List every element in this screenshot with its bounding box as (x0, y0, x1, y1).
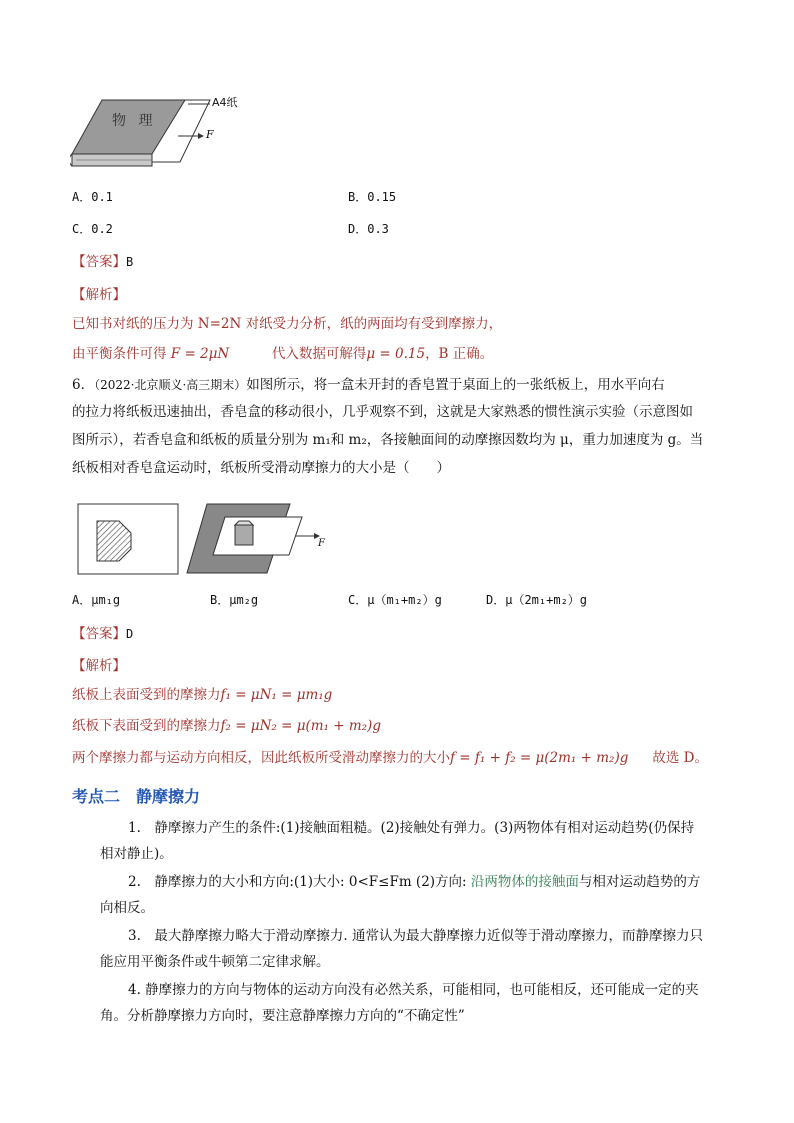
book-title-label: 物 理 (112, 113, 157, 129)
figure-book-paper (70, 92, 260, 182)
q6-analysis-line1 (72, 685, 332, 705)
formula: F = 2μN (170, 346, 230, 362)
q6-answer (72, 622, 133, 642)
section-paragraph-4-cont: 角。分析静摩擦力方向时，要注意静摩擦力方向的“不确定性” (100, 1008, 465, 1024)
q5-option-b: B．0.15 (348, 190, 397, 204)
answer-value: D (126, 627, 134, 641)
q5-option-c: C．0.2 (72, 222, 113, 236)
q6-option-d: D．μ（2m₁+m₂）g (486, 593, 588, 607)
answer-value: B (126, 255, 134, 269)
force-label: F (206, 128, 214, 141)
q6-option-c: C．μ（m₁+m₂）g (348, 593, 442, 607)
q6-analysis-line3 (72, 748, 708, 768)
text: 由平衡条件可得 (72, 346, 167, 362)
q6-analysis-line2 (72, 716, 381, 736)
answer-tag: 【答案】 (72, 626, 126, 642)
q6-option-a: A．μm₁g (72, 593, 121, 607)
highlight-text: 沿两物体的接触面 (470, 874, 579, 890)
q6-analysis-tag: 【解析】 (72, 658, 126, 674)
q5-analysis-tag: 【解析】 (72, 287, 126, 303)
question-text: 如图所示，将一盒未开封的香皂置于桌面上的一张纸板上，用水平向右 (246, 377, 665, 393)
section-paragraph-2 (128, 872, 700, 892)
paper-label: A4纸 (212, 96, 238, 109)
q6-line1 (72, 375, 665, 395)
force-label: F (318, 538, 325, 549)
text: 代入数据可解得 (271, 346, 367, 362)
section-paragraph-1-cont: 相对静止)。 (100, 846, 173, 862)
question-number: 6． (72, 377, 95, 393)
q6-line3: 图所示），若香皂盒和纸板的质量分别为 m₁和 m₂，各接触面间的动摩擦因数均为 μ，重力加速度为 g。当 (72, 432, 704, 448)
text: ，B 正确。 (425, 346, 494, 362)
q6-option-b: B．μm₂g (210, 593, 259, 607)
q5-analysis-line1: 已知书对纸的压力为 N=2N 对纸受力分析，纸的两面均有受到摩擦力， (72, 316, 503, 332)
soap-diagram (77, 503, 357, 578)
formula: f₂ = μN₂ = μ(m₁ + m₂)g (220, 718, 381, 734)
text: 纸板下表面受到的摩擦力 (72, 718, 221, 734)
section-paragraph-3-cont: 能应用平衡条件或牛顿第二定律求解。 (100, 954, 330, 970)
section-paragraph-3: 3. 最大静摩擦力略大于滑动摩擦力. 通常认为最大静摩擦力近似等于滑动摩擦力，而静摩擦力只 (128, 928, 703, 944)
formula: f₁ = μN₁ = μm₁g (220, 687, 333, 703)
q6-line2: 的拉力将纸板迅速抽出，香皂盒的移动很小，几乎观察不到，这就是大家熟悉的惯性演示实验（示意图如 (72, 404, 693, 420)
section-heading: 考点二 静摩擦力 (72, 787, 201, 806)
text: 与相对运动趋势的方 (578, 874, 701, 890)
text: 纸板上表面受到的摩擦力 (72, 687, 221, 703)
text: 故选 D。 (652, 750, 708, 766)
answer-tag: 【答案】 (72, 254, 126, 270)
figure-soap-box (77, 503, 357, 578)
section-paragraph-4: 4. 静摩擦力的方向与物体的运动方向没有必然关系，可能相同，也可能相反，还可能成一定的夹 (128, 982, 699, 998)
text: 两个摩擦力都与运动方向相反，因此纸板所受滑动摩擦力的大小 (72, 750, 450, 766)
q5-option-a: A．0.1 (72, 190, 113, 204)
text: 2. 静摩擦力的大小和方向:(1)大小: 0<F≤Fm (2)方向: (128, 874, 471, 890)
question-source: （2022·北京顺义·高三期末） (94, 378, 247, 392)
q5-answer (72, 250, 133, 270)
formula: f = f₁ + f₂ = μ(2m₁ + m₂)g (450, 750, 629, 766)
q5-option-d: D．0.3 (348, 222, 389, 236)
section-paragraph-1: 1. 静摩擦力产生的条件:(1)接触面粗糙。(2)接触处有弹力。(3)两物体有相对运动趋势(仍保持 (128, 820, 695, 836)
q6-line4: 纸板相对香皂盒运动时，纸板所受滑动摩擦力的大小是（ ） (72, 460, 450, 476)
q5-analysis-line2 (72, 344, 493, 364)
formula: μ = 0.15 (366, 346, 426, 362)
section-paragraph-2-cont: 向相反。 (100, 900, 154, 916)
